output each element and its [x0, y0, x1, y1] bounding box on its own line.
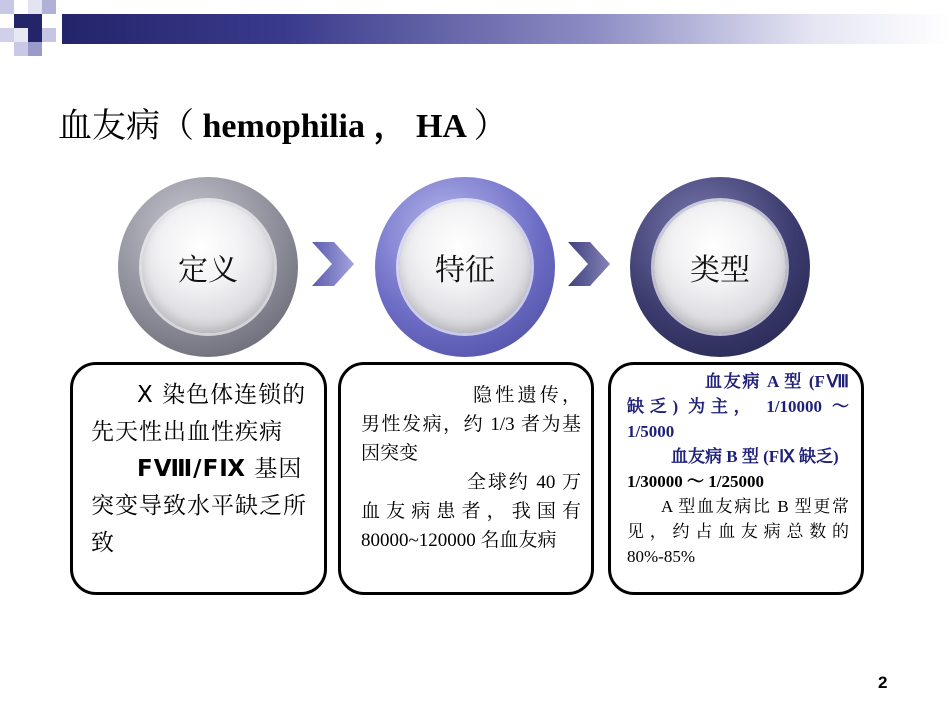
deco-square — [42, 0, 56, 14]
step-label: 类型 — [690, 253, 750, 288]
deco-square — [14, 42, 28, 56]
deco-square — [42, 14, 56, 28]
deco-square — [14, 14, 28, 28]
types-text-b: 血友病 B 型 (FⅨ 缺乏) — [671, 447, 839, 466]
circle-face — [654, 201, 786, 333]
deco-square — [0, 28, 14, 42]
page-title: 血友病（ hemophilia ， HA ） — [58, 106, 508, 146]
definition-box — [70, 362, 327, 595]
types-box — [608, 362, 864, 595]
deco-square — [28, 0, 42, 14]
chevron-right-icon — [566, 240, 612, 288]
deco-square — [14, 28, 28, 42]
features-text-2: 全球约 40 万血友病患者，我国有 80000~120000 名血友病 — [361, 472, 581, 551]
definition-text-2: FⅧ/FⅨ 基因突变导致水平缺乏所致 — [91, 456, 307, 556]
deco-square — [28, 42, 42, 56]
deco-square — [0, 14, 14, 28]
types-text-a: 血友病 A 型 (FⅧ 缺乏) 为主， 1/10000 ～ 1/5000 — [627, 372, 849, 441]
chevron-right-icon — [310, 240, 356, 288]
header-gradient-bar — [62, 14, 950, 44]
deco-square — [0, 0, 14, 14]
definition-text-1: X 染色体连锁的先天性出血性疾病 — [91, 382, 307, 445]
circle-face — [142, 201, 274, 333]
circle-face — [399, 201, 531, 333]
step-label: 定义 — [178, 253, 238, 288]
step-circle-types[interactable] — [630, 177, 810, 357]
step-circle-features[interactable] — [375, 177, 555, 357]
page-number: 2 — [878, 673, 888, 692]
types-text-compare: A 型血友病比 B 型更常见，约占血友病总数的 80%-85% — [627, 497, 849, 566]
step-circle-definition[interactable] — [118, 177, 298, 357]
deco-square — [14, 0, 28, 14]
types-text-b-freq: 1/30000 ～ 1/25000 — [627, 472, 764, 491]
deco-square — [28, 14, 42, 28]
step-label: 特征 — [435, 253, 495, 288]
deco-square — [28, 28, 42, 42]
features-text-1: 隐性遗传，男性发病，约 1/3 者为基因突变 — [361, 385, 581, 464]
deco-square — [42, 28, 56, 42]
features-box — [338, 362, 594, 595]
header-decoration — [0, 0, 950, 60]
